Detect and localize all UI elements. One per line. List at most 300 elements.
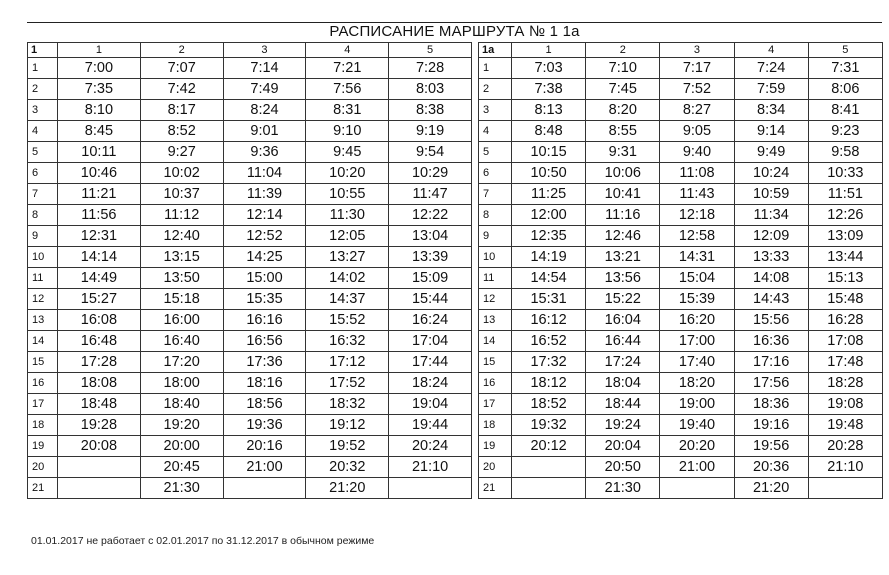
departure-time: 13:09	[808, 226, 882, 247]
departure-time: 16:24	[389, 310, 472, 331]
row-number: 20	[479, 457, 512, 478]
table-row	[479, 373, 883, 394]
table-row	[479, 79, 883, 100]
departure-time: 12:18	[660, 205, 734, 226]
departure-time: 19:12	[306, 415, 389, 436]
departure-time: 19:08	[808, 394, 882, 415]
departure-time: 15:18	[140, 289, 223, 310]
row-number: 18	[479, 415, 512, 436]
departure-time: 15:00	[223, 268, 306, 289]
departure-time: 7:17	[660, 58, 734, 79]
header-row	[479, 43, 883, 58]
departure-time: 8:06	[808, 79, 882, 100]
departure-time: 9:10	[306, 121, 389, 142]
departure-time: 20:20	[660, 436, 734, 457]
departure-time: 17:00	[660, 331, 734, 352]
departure-time: 16:56	[223, 331, 306, 352]
departure-time: 19:44	[389, 415, 472, 436]
departure-time: 15:35	[223, 289, 306, 310]
departure-time: 18:16	[223, 373, 306, 394]
departure-time: 21:20	[306, 478, 389, 499]
departure-time: 12:46	[586, 226, 660, 247]
table-row	[28, 310, 472, 331]
row-number: 7	[28, 184, 58, 205]
departure-time: 14:37	[306, 289, 389, 310]
row-number: 19	[28, 436, 58, 457]
departure-time: 15:27	[58, 289, 141, 310]
departure-time: 15:48	[808, 289, 882, 310]
departure-time: 8:34	[734, 100, 808, 121]
departure-time: 19:04	[389, 394, 472, 415]
departure-time	[808, 478, 882, 499]
departure-time: 14:31	[660, 247, 734, 268]
departure-time: 18:36	[734, 394, 808, 415]
departure-time	[512, 478, 586, 499]
departure-time: 16:40	[140, 331, 223, 352]
departure-time: 8:10	[58, 100, 141, 121]
departure-time: 9:27	[140, 142, 223, 163]
row-number: 1	[28, 58, 58, 79]
departure-time: 13:44	[808, 247, 882, 268]
departure-time: 20:00	[140, 436, 223, 457]
row-number: 4	[28, 121, 58, 142]
row-number: 13	[479, 310, 512, 331]
departure-time: 14:43	[734, 289, 808, 310]
departure-time: 10:02	[140, 163, 223, 184]
departure-time: 7:59	[734, 79, 808, 100]
departure-time: 8:20	[586, 100, 660, 121]
table-row	[28, 100, 472, 121]
departure-time: 12:40	[140, 226, 223, 247]
departure-time: 16:28	[808, 310, 882, 331]
departure-time: 10:46	[58, 163, 141, 184]
departure-time: 21:10	[389, 457, 472, 478]
header-row	[28, 43, 472, 58]
departure-time: 12:58	[660, 226, 734, 247]
departure-time: 8:55	[586, 121, 660, 142]
departure-time: 21:00	[223, 457, 306, 478]
table-row	[28, 247, 472, 268]
departure-time: 10:59	[734, 184, 808, 205]
departure-time: 7:14	[223, 58, 306, 79]
column-header: 5	[808, 43, 882, 58]
row-number: 16	[28, 373, 58, 394]
table-row	[479, 226, 883, 247]
departure-time: 10:06	[586, 163, 660, 184]
departure-time: 10:50	[512, 163, 586, 184]
departure-time: 17:08	[808, 331, 882, 352]
departure-time: 15:31	[512, 289, 586, 310]
row-number: 10	[28, 247, 58, 268]
departure-time: 12:09	[734, 226, 808, 247]
departure-time: 13:50	[140, 268, 223, 289]
departure-time: 18:32	[306, 394, 389, 415]
departure-time: 18:12	[512, 373, 586, 394]
departure-time	[389, 478, 472, 499]
table-row	[479, 457, 883, 478]
departure-time: 14:19	[512, 247, 586, 268]
departure-time: 17:20	[140, 352, 223, 373]
departure-time: 16:32	[306, 331, 389, 352]
departure-time: 18:40	[140, 394, 223, 415]
table-row	[479, 331, 883, 352]
row-number: 17	[479, 394, 512, 415]
departure-time: 20:24	[389, 436, 472, 457]
departure-time: 18:44	[586, 394, 660, 415]
departure-time	[512, 457, 586, 478]
departure-time: 21:30	[586, 478, 660, 499]
departure-time: 11:43	[660, 184, 734, 205]
departure-time: 13:15	[140, 247, 223, 268]
departure-time: 10:24	[734, 163, 808, 184]
schedule-table-route-1a	[478, 42, 883, 499]
departure-time: 9:23	[808, 121, 882, 142]
row-number: 2	[28, 79, 58, 100]
departure-time: 16:12	[512, 310, 586, 331]
departure-time: 11:39	[223, 184, 306, 205]
column-header: 4	[734, 43, 808, 58]
departure-time: 17:24	[586, 352, 660, 373]
departure-time: 7:35	[58, 79, 141, 100]
departure-time: 15:04	[660, 268, 734, 289]
departure-time: 10:41	[586, 184, 660, 205]
column-header: 1	[512, 43, 586, 58]
departure-time: 9:19	[389, 121, 472, 142]
table-row	[28, 184, 472, 205]
departure-time: 16:20	[660, 310, 734, 331]
departure-time: 8:03	[389, 79, 472, 100]
row-number: 17	[28, 394, 58, 415]
row-number: 9	[479, 226, 512, 247]
departure-time: 15:44	[389, 289, 472, 310]
departure-time: 17:52	[306, 373, 389, 394]
departure-time: 7:10	[586, 58, 660, 79]
departure-time: 7:03	[512, 58, 586, 79]
departure-time: 9:14	[734, 121, 808, 142]
departure-time: 21:00	[660, 457, 734, 478]
column-header: 2	[586, 43, 660, 58]
row-number: 19	[479, 436, 512, 457]
departure-time: 7:24	[734, 58, 808, 79]
row-number: 6	[479, 163, 512, 184]
departure-time: 8:38	[389, 100, 472, 121]
table-row	[479, 415, 883, 436]
table-row	[479, 436, 883, 457]
departure-time: 19:32	[512, 415, 586, 436]
departure-time: 15:56	[734, 310, 808, 331]
departure-time: 10:37	[140, 184, 223, 205]
departure-time: 11:56	[58, 205, 141, 226]
departure-time: 7:38	[512, 79, 586, 100]
departure-time: 11:16	[586, 205, 660, 226]
departure-time: 19:48	[808, 415, 882, 436]
departure-time: 18:52	[512, 394, 586, 415]
departure-time: 17:28	[58, 352, 141, 373]
row-number: 12	[479, 289, 512, 310]
departure-time: 20:04	[586, 436, 660, 457]
departure-time: 11:08	[660, 163, 734, 184]
departure-time: 20:32	[306, 457, 389, 478]
departure-time: 7:00	[58, 58, 141, 79]
departure-time: 16:08	[58, 310, 141, 331]
row-number: 14	[479, 331, 512, 352]
table-row	[479, 247, 883, 268]
table-row	[28, 331, 472, 352]
table-row	[479, 163, 883, 184]
table-row	[28, 205, 472, 226]
departure-time: 11:04	[223, 163, 306, 184]
departure-time: 8:45	[58, 121, 141, 142]
table-row	[28, 457, 472, 478]
footnote: 01.01.2017 не работает с 02.01.2017 по 31.12.2017 в обычном режиме	[31, 535, 375, 547]
column-header: 1	[58, 43, 141, 58]
departure-time: 21:30	[140, 478, 223, 499]
departure-time: 7:56	[306, 79, 389, 100]
departure-time: 18:00	[140, 373, 223, 394]
departure-time: 11:21	[58, 184, 141, 205]
departure-time: 18:56	[223, 394, 306, 415]
departure-time: 9:58	[808, 142, 882, 163]
departure-time: 18:04	[586, 373, 660, 394]
departure-time: 20:36	[734, 457, 808, 478]
row-number: 11	[479, 268, 512, 289]
row-number: 13	[28, 310, 58, 331]
departure-time: 10:55	[306, 184, 389, 205]
table-row	[28, 142, 472, 163]
departure-time	[223, 478, 306, 499]
row-number: 4	[479, 121, 512, 142]
row-number: 1	[479, 58, 512, 79]
departure-time: 17:16	[734, 352, 808, 373]
departure-time: 10:29	[389, 163, 472, 184]
table-row	[479, 184, 883, 205]
table-row	[479, 142, 883, 163]
departure-time: 16:04	[586, 310, 660, 331]
row-number: 8	[28, 205, 58, 226]
departure-time: 15:52	[306, 310, 389, 331]
departure-time: 20:08	[58, 436, 141, 457]
departure-time: 20:16	[223, 436, 306, 457]
table-row	[28, 478, 472, 499]
departure-time: 15:13	[808, 268, 882, 289]
row-number: 15	[28, 352, 58, 373]
departure-time: 18:48	[58, 394, 141, 415]
departure-time: 8:41	[808, 100, 882, 121]
row-number: 8	[479, 205, 512, 226]
departure-time: 8:48	[512, 121, 586, 142]
departure-time: 17:32	[512, 352, 586, 373]
departure-time: 12:05	[306, 226, 389, 247]
departure-time: 10:20	[306, 163, 389, 184]
departure-time: 19:36	[223, 415, 306, 436]
column-header: 3	[660, 43, 734, 58]
departure-time: 12:52	[223, 226, 306, 247]
departure-time: 14:25	[223, 247, 306, 268]
row-number: 21	[28, 478, 58, 499]
departure-time: 17:40	[660, 352, 734, 373]
departure-time: 20:28	[808, 436, 882, 457]
departure-time: 19:56	[734, 436, 808, 457]
departure-time: 11:51	[808, 184, 882, 205]
departure-time: 13:33	[734, 247, 808, 268]
table-row	[479, 58, 883, 79]
departure-time: 9:45	[306, 142, 389, 163]
row-number: 14	[28, 331, 58, 352]
row-number: 21	[479, 478, 512, 499]
row-number: 2	[479, 79, 512, 100]
table-row	[28, 79, 472, 100]
departure-time: 9:31	[586, 142, 660, 163]
table-row	[28, 121, 472, 142]
table-row	[479, 352, 883, 373]
departure-time	[58, 478, 141, 499]
departure-time: 18:28	[808, 373, 882, 394]
table-row	[479, 205, 883, 226]
departure-time: 17:48	[808, 352, 882, 373]
departure-time: 13:04	[389, 226, 472, 247]
departure-time: 21:10	[808, 457, 882, 478]
route-number: 1а	[479, 43, 512, 58]
departure-time: 20:50	[586, 457, 660, 478]
column-header: 4	[306, 43, 389, 58]
departure-time: 12:00	[512, 205, 586, 226]
departure-time: 15:39	[660, 289, 734, 310]
departure-time: 11:47	[389, 184, 472, 205]
row-number: 6	[28, 163, 58, 184]
departure-time: 16:16	[223, 310, 306, 331]
departure-time: 12:35	[512, 226, 586, 247]
row-number: 5	[479, 142, 512, 163]
departure-time: 8:17	[140, 100, 223, 121]
row-number: 9	[28, 226, 58, 247]
departure-time: 9:05	[660, 121, 734, 142]
table-row	[28, 58, 472, 79]
table-row	[479, 121, 883, 142]
departure-time: 7:52	[660, 79, 734, 100]
table-row	[479, 478, 883, 499]
departure-time: 15:09	[389, 268, 472, 289]
departure-time: 17:12	[306, 352, 389, 373]
row-number: 7	[479, 184, 512, 205]
table-row	[28, 226, 472, 247]
departure-time: 21:20	[734, 478, 808, 499]
departure-time: 14:54	[512, 268, 586, 289]
departure-time: 8:52	[140, 121, 223, 142]
route-number: 1	[28, 43, 58, 58]
departure-time: 11:12	[140, 205, 223, 226]
row-number: 11	[28, 268, 58, 289]
departure-time: 18:08	[58, 373, 141, 394]
departure-time: 10:15	[512, 142, 586, 163]
row-number: 20	[28, 457, 58, 478]
departure-time: 17:56	[734, 373, 808, 394]
departure-time: 11:25	[512, 184, 586, 205]
departure-time: 11:34	[734, 205, 808, 226]
row-number: 5	[28, 142, 58, 163]
departure-time: 7:49	[223, 79, 306, 100]
row-number: 10	[479, 247, 512, 268]
schedule-table-route-1	[27, 42, 472, 499]
table-row	[479, 394, 883, 415]
departure-time: 10:33	[808, 163, 882, 184]
departure-time: 15:22	[586, 289, 660, 310]
departure-time: 8:27	[660, 100, 734, 121]
departure-time: 13:21	[586, 247, 660, 268]
row-number: 12	[28, 289, 58, 310]
departure-time: 7:28	[389, 58, 472, 79]
departure-time: 7:07	[140, 58, 223, 79]
departure-time: 8:24	[223, 100, 306, 121]
departure-time: 17:04	[389, 331, 472, 352]
table-row	[28, 436, 472, 457]
departure-time: 14:02	[306, 268, 389, 289]
column-header: 5	[389, 43, 472, 58]
table-row	[479, 310, 883, 331]
departure-time: 19:24	[586, 415, 660, 436]
departure-time: 20:45	[140, 457, 223, 478]
row-number: 16	[479, 373, 512, 394]
departure-time: 20:12	[512, 436, 586, 457]
departure-time: 18:24	[389, 373, 472, 394]
departure-time: 12:26	[808, 205, 882, 226]
departure-time: 9:54	[389, 142, 472, 163]
departure-time: 8:31	[306, 100, 389, 121]
table-row	[479, 100, 883, 121]
departure-time: 13:39	[389, 247, 472, 268]
departure-time: 16:48	[58, 331, 141, 352]
departure-time: 17:36	[223, 352, 306, 373]
table-row	[479, 268, 883, 289]
departure-time: 16:36	[734, 331, 808, 352]
departure-time: 10:11	[58, 142, 141, 163]
page-title: РАСПИСАНИЕ МАРШРУТА № 1 1а	[329, 23, 580, 40]
departure-time: 19:52	[306, 436, 389, 457]
departure-time: 17:44	[389, 352, 472, 373]
departure-time	[660, 478, 734, 499]
departure-time: 14:08	[734, 268, 808, 289]
departure-time: 12:22	[389, 205, 472, 226]
departure-time: 19:40	[660, 415, 734, 436]
departure-time: 19:20	[140, 415, 223, 436]
table-row	[28, 352, 472, 373]
departure-time: 9:49	[734, 142, 808, 163]
departure-time: 16:52	[512, 331, 586, 352]
departure-time: 7:31	[808, 58, 882, 79]
departure-time: 12:31	[58, 226, 141, 247]
column-header: 2	[140, 43, 223, 58]
departure-time: 16:44	[586, 331, 660, 352]
departure-time: 19:28	[58, 415, 141, 436]
departure-time: 18:20	[660, 373, 734, 394]
departure-time: 9:01	[223, 121, 306, 142]
table-row	[28, 373, 472, 394]
departure-time: 14:49	[58, 268, 141, 289]
departure-time: 9:40	[660, 142, 734, 163]
column-header: 3	[223, 43, 306, 58]
departure-time: 12:14	[223, 205, 306, 226]
departure-time: 13:27	[306, 247, 389, 268]
table-row	[28, 394, 472, 415]
row-number: 3	[28, 100, 58, 121]
row-number: 15	[479, 352, 512, 373]
table-row	[28, 163, 472, 184]
departure-time: 19:16	[734, 415, 808, 436]
departure-time: 13:56	[586, 268, 660, 289]
departure-time: 7:21	[306, 58, 389, 79]
row-number: 3	[479, 100, 512, 121]
table-row	[28, 268, 472, 289]
departure-time: 19:00	[660, 394, 734, 415]
